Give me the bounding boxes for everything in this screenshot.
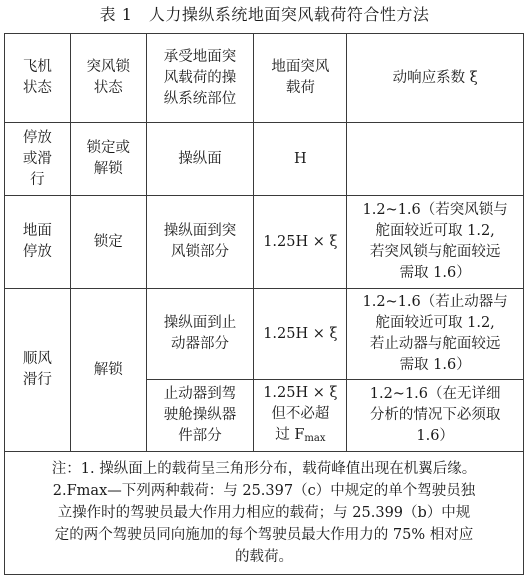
cell-response-factor: 1.2~1.6（若止动器与 舵面较近可取 1.2, 若止动器与舵面较远 需取 1.6） <box>347 289 524 380</box>
cell-gust-load: 1.25H × ξ 但不必超 过 $F_{max}$ <box>254 380 347 452</box>
cell-gust-load: H <box>254 123 347 196</box>
cell-aircraft-state: 停放 或滑 行 <box>5 123 71 196</box>
header-ground-gust-load: 地面突风 载荷 <box>254 34 347 123</box>
cell-gust-lock-state: 锁定 <box>70 196 146 289</box>
cell-gust-load: 1.25H × ξ <box>254 289 347 380</box>
header-aircraft-state: 飞机 状态 <box>5 34 71 123</box>
table-row <box>5 289 524 380</box>
cell-control-part: 操纵面 <box>146 123 254 196</box>
cell-gust-lock-state: 解锁 <box>70 289 146 452</box>
cell-response-factor: 1.2~1.6（在无详细 分析的情况下必须取 1.6） <box>347 380 524 452</box>
cell-control-part: 操纵面到突 风锁部分 <box>146 196 254 289</box>
table-row <box>5 123 524 196</box>
cell-aircraft-state: 地面 停放 <box>5 196 71 289</box>
table-header-row <box>5 34 524 123</box>
header-control-system-part: 承受地面突 风载荷的操 纵系统部位 <box>146 34 254 123</box>
load-method-table <box>4 33 524 575</box>
header-gust-lock-state: 突风锁 状态 <box>70 34 146 123</box>
header-dynamic-response-factor: 动响应系数 ξ <box>347 34 524 123</box>
cell-control-part: 止动器到驾 驶舱操纵器 件部分 <box>146 380 254 452</box>
cell-gust-lock-state: 锁定或 解锁 <box>70 123 146 196</box>
table-row <box>5 196 524 289</box>
table-note-row <box>5 452 524 575</box>
cell-response-factor <box>347 123 524 196</box>
table-note: 注：1. 操纵面上的载荷呈三角形分布，载荷峰值出现在机翼后缘。 2.Fmax—下列两种载荷：与 25.397（c）中规定的单个驾驶员独 立操作时的驾驶员最大作用力相应的载荷；与 25.399（b）中规 定的两个驾驶员同向施加的每个驾驶员最大作用力的 75% 相对应 的载荷。 <box>5 452 524 575</box>
cell-aircraft-state: 顺风 滑行 <box>5 289 71 452</box>
table-caption: 表 1 人力操纵系统地面突风载荷符合性方法 <box>99 5 430 24</box>
cell-response-factor: 1.2~1.6（若突风锁与 舵面较近可取 1.2, 若突风锁与舵面较远 需取 1.6） <box>347 196 524 289</box>
cell-control-part: 操纵面到止 动器部分 <box>146 289 254 380</box>
cell-gust-load: 1.25H × ξ <box>254 196 347 289</box>
